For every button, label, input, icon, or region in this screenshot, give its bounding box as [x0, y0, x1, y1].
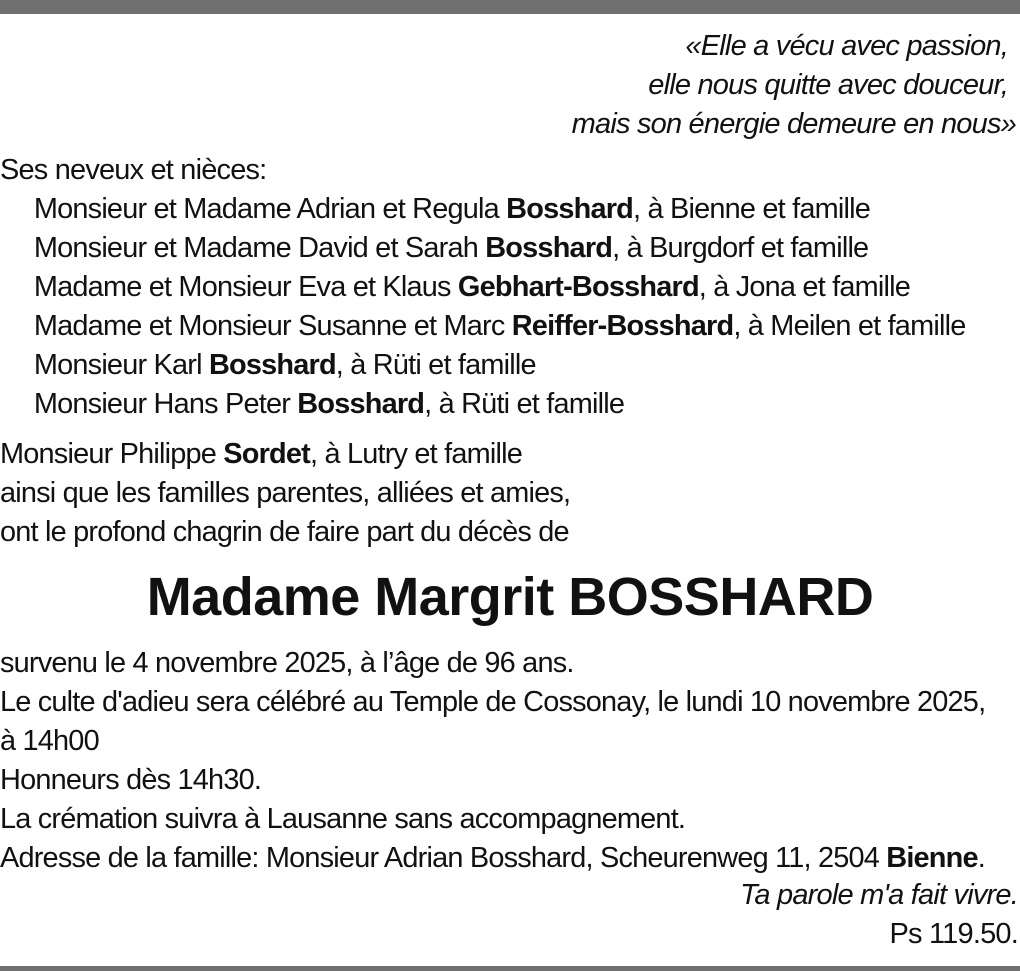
families-line: ainsi que les familles parentes, alliées et amies,	[0, 477, 571, 509]
other-mourners	[0, 435, 1018, 552]
verse-reference: Ps 119.50.	[889, 918, 1018, 950]
nephew-location: , à Rüti et famille	[335, 349, 536, 381]
address-period: .	[977, 842, 986, 874]
bottom-rule	[0, 966, 1020, 971]
nephew-surname: Bosshard	[208, 349, 336, 381]
nephew-line	[0, 229, 1016, 268]
nephew-location: , à Meilen et famille	[733, 310, 966, 342]
top-rule	[0, 0, 1020, 14]
nephew-surname: Bosshard	[297, 388, 425, 420]
deceased-name: Madame Margrit BOSSHARD	[146, 567, 874, 627]
nephew-location: , à Rüti et famille	[424, 388, 625, 420]
verse-text: Ta parole m'a fait vivre.	[740, 879, 1018, 911]
nephew-location: , à Jona et famille	[698, 271, 911, 303]
other-mourner-line	[0, 435, 1016, 474]
nephew-line	[0, 346, 1016, 385]
mourner-surname: Sordet	[223, 438, 310, 470]
nephew-location: , à Burgdorf et famille	[612, 232, 869, 264]
mourner-names: Monsieur Philippe	[0, 438, 224, 470]
nephews-heading: Ses neveux et nièces:	[0, 154, 267, 186]
address-text: Adresse de la famille: Monsieur Adrian Bosshard, Scheurenweg 11, 2504	[0, 842, 887, 874]
nephew-line	[0, 385, 1016, 424]
nephew-surname: Gebhart-Bosshard	[457, 271, 699, 303]
death-date-line: survenu le 4 novembre 2025, à l’âge de 96 ans.	[0, 647, 574, 679]
nephew-surname: Bosshard	[485, 232, 613, 264]
quote-line-1: «Elle a vécu avec passion,	[685, 30, 1008, 62]
service-time-line: à 14h00	[0, 725, 99, 757]
nephew-names: Monsieur Hans Peter	[33, 388, 298, 420]
nephew-line	[0, 268, 1016, 307]
epigraph-quote	[571, 27, 1016, 144]
verse-block	[740, 876, 1018, 954]
announcement-line: ont le profond chagrin de faire part du décès de	[0, 516, 569, 548]
nephew-names: Madame et Monsieur Susanne et Marc	[33, 310, 512, 342]
cremation-line: La crémation suivra à Lausanne sans accompagnement.	[0, 803, 686, 835]
nephew-line	[0, 190, 1016, 229]
nephew-line	[0, 307, 1016, 346]
nephew-names: Monsieur et Madame David et Sarah	[33, 232, 486, 264]
quote-line-2: elle nous quitte avec douceur,	[648, 69, 1008, 101]
nephew-surname: Reiffer-Bosshard	[511, 310, 734, 342]
mourner-location: , à Lutry et famille	[309, 438, 523, 470]
address-line	[0, 839, 1016, 878]
nephew-surname: Bosshard	[506, 193, 634, 225]
nephew-names: Madame et Monsieur Eva et Klaus	[33, 271, 458, 303]
nephew-names: Monsieur Karl	[33, 349, 209, 381]
service-line: Le culte d'adieu sera célébré au Temple de Cossonay, le lundi 10 novembre 2025,	[0, 686, 986, 718]
honours-line: Honneurs dès 14h30.	[0, 764, 262, 796]
nephew-names: Monsieur et Madame Adrian et Regula	[33, 193, 507, 225]
nephews-list	[0, 190, 1018, 424]
nephew-location: , à Bienne et famille	[633, 193, 870, 225]
quote-line-3: mais son énergie demeure en nous»	[571, 108, 1016, 140]
details-block	[0, 644, 1018, 878]
address-city: Bienne	[886, 842, 978, 874]
